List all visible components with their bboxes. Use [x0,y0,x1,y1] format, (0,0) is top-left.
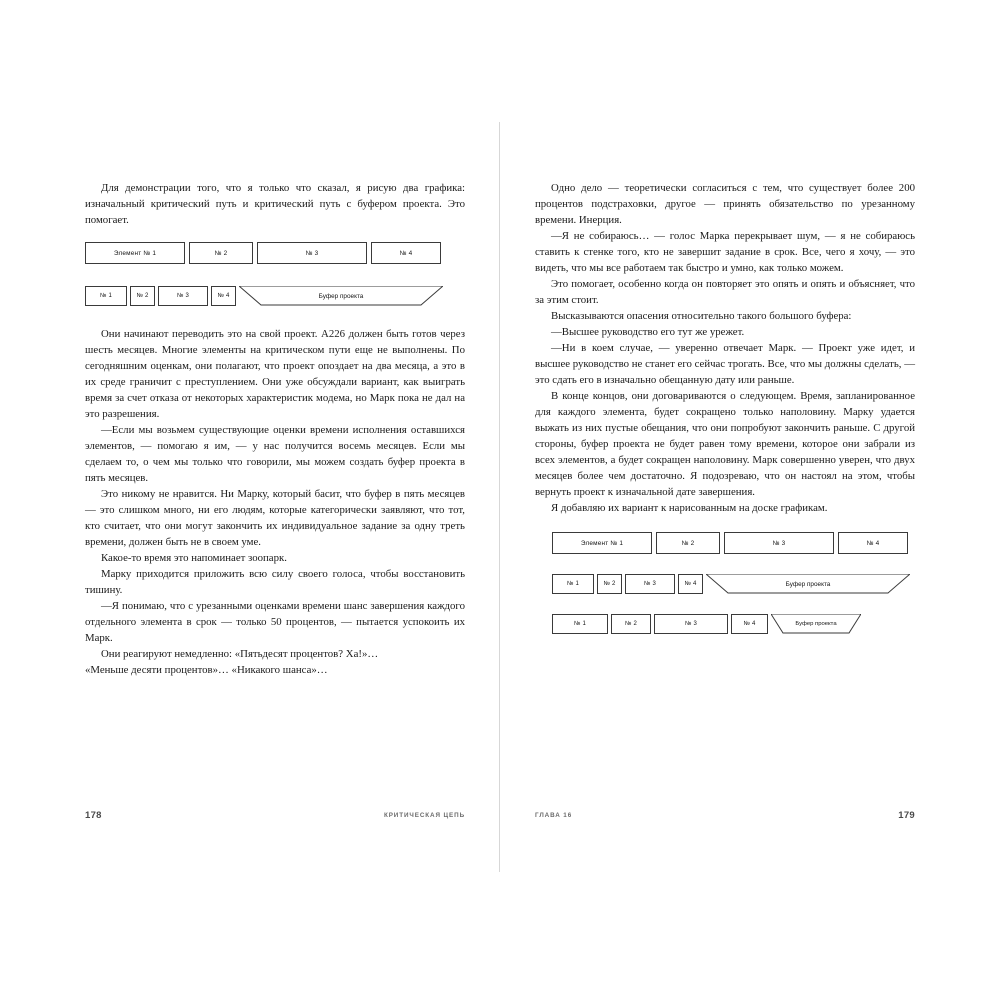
paragraph: —Я не собираюсь… — голос Марка перекрывает шум, — я не собираюсь ставить к стенке того, кто не завершит задание в срок. Все, чего я хочу, — это видеть, что мы все работаем так быстро и умно, как только можем. [535,230,915,274]
paragraph: —Ни в коем случае, — уверенно отвечает Марк. — Проект уже идет, и высшее руководство не станет его сейчас трогать. Все, что мы должны сделать, — это сдать его в изначально обещанную дату или раньше. [535,342,915,386]
diagram-box-element-1 [552,614,608,634]
project-buffer-label: Буфер проекта [785,580,831,588]
page-gutter-divider [499,122,500,872]
right-page [535,180,915,648]
diagram-box-label: Элемент № 1 [580,539,624,547]
paragraph: В конце концов, они договариваются о следующем. Время, запланированное для каждого элемента, будет сокращено только наполовину. Марку удается выжать из них пустые обещания, что они попробуют закончить раньше. С другой стороны, буфер проекта не будет равен тому времени, которое они забрали из всех элементов, а будет сокращен наполовину. Марк совершенно уверен, что двух месяцев более чем достаточно. Я подозреваю, что он настоял на этом, чтобы вернуть проект к изначальной дате завершения. [535,390,915,498]
left-page [85,180,465,678]
paragraph: Это помогает, особенно когда он повторяет это опять и опять и объясняет, что за этим стоит. [535,278,915,306]
diagram-box-label: № 2 [214,249,228,257]
left-page-footer [85,810,465,824]
diagram-box-label: № 4 [399,249,413,257]
right-diagram-original-critical-path [535,532,915,558]
left-page-intro-text [85,180,465,228]
diagram-box-element-4 [371,242,441,264]
paragraph: —Если мы возьмем существующие оценки времени исполнения оставшихся элементов, — помогаю я им, — у нас получится восемь месяцев. Если мы сделаем то, о чем мы только что говорили, мы можем создать буфер проекта в пять месяцев. [85,424,465,484]
right-page-body-text [535,180,915,516]
right-page-footer [535,810,915,824]
project-buffer-label: Буфер проекта [318,292,364,300]
paragraph: Это никому не нравится. Ни Марку, который басит, что буфер в пять месяцев — это слишком много, ни его людям, которые категорически заявляют, что тот, кто считает, что они могут закончить их индивидуальное задание за одну треть времени, должен быть не в своем уме. [85,488,465,548]
page-number: 179 [898,810,915,821]
paragraph: —Я понимаю, что с урезанными оценками времени шанс завершения каждого отдельного элемента в срок — только 50 процентов, — пытается успокоить их Марк. [85,600,465,644]
paragraph: Они начинают переводить это на свой проект. A226 должен быть готов через шесть месяцев. Многие элементы на критическом пути еще не выполнены. По сегодняшним оценкам, они полагают, что проект опоздает на два месяца, а это в их среде граничит с преступлением. Они уже обсуждали вариант, как выиграть время за счет отказа от некоторых характеристик модема, но Марк пока не дал на это разрешения. [85,328,465,420]
left-diagram-with-project-buffer [85,286,465,312]
diagram-box-label: № 3 [643,581,657,587]
running-head: ГЛАВА 16 [535,812,573,819]
diagram-box-element-4 [678,574,703,594]
paragraph: Для демонстрации того, что я только что сказал, я рисую два графика: изначальный критический путь и критический путь с буфером проекта. Это помогает. [85,182,465,226]
paragraph: Они реагируют немедленно: «Пятьдесят процентов? Ха!»… [101,648,379,660]
diagram-box-label: № 2 [624,621,638,627]
diagram-box-label: № 1 [566,581,580,587]
diagram-box-label: № 3 [305,249,319,257]
diagram-box-element-4 [731,614,768,634]
diagram-box-element-2 [189,242,253,264]
diagram-box-element-2 [656,532,720,554]
diagram-project-buffer-trapezoid [771,614,861,634]
left-page-body-text [85,326,465,678]
project-buffer-label: Буфер проекта [795,621,837,627]
paragraph: Марку приходится приложить всю силу своего голоса, чтобы восстановить тишину. [85,568,465,596]
diagram-box-element-3 [257,242,367,264]
diagram-box-label: № 4 [743,621,756,627]
diagram-project-buffer-trapezoid [706,574,910,594]
running-head: КРИТИЧЕСКАЯ ЦЕПЬ [383,812,465,819]
left-diagram-original-critical-path [85,242,465,268]
paragraph: «Меньше десяти процентов»… «Никакого шанса»… [85,664,328,676]
diagram-box-label: № 2 [136,293,149,299]
diagram-box-element-1 [85,242,185,264]
diagram-box-element-3 [654,614,728,634]
diagram-box-element-2 [611,614,651,634]
diagram-box-label: № 2 [681,539,695,547]
diagram-box-label: № 3 [176,293,190,299]
paragraph: Высказываются опасения относительно такого большого буфера: [551,310,852,322]
diagram-box-element-3 [625,574,675,594]
paragraph: Какое-то время это напоминает зоопарк. [101,552,287,564]
diagram-box-element-3 [724,532,834,554]
diagram-box-element-2 [597,574,622,594]
diagram-box-label: № 3 [772,539,786,547]
page-number: 178 [85,810,102,821]
diagram-box-label: № 4 [684,581,697,587]
diagram-box-element-3 [158,286,208,306]
diagram-box-element-1 [85,286,127,306]
right-diagram-agreed-reduced-buffer [535,614,915,640]
diagram-box-label: № 4 [866,539,880,547]
paragraph: —Высшее руководство его тут же урежет. [551,326,745,338]
diagram-box-label: № 1 [573,621,587,627]
paragraph: Одно дело — теоретически согласиться с тем, что существует более 200 процентов подстраховки, другое — принять обязательство по урезанному времени. Инерция. [535,182,915,226]
diagram-box-label: Элемент № 1 [113,249,157,257]
paragraph: Я добавляю их вариант к нарисованным на доске графикам. [551,502,828,514]
diagram-box-element-1 [552,574,594,594]
diagram-project-buffer-trapezoid [239,286,443,306]
diagram-box-element-4 [838,532,908,554]
diagram-box-element-2 [130,286,155,306]
diagram-box-label: № 1 [99,293,113,299]
diagram-box-element-1 [552,532,652,554]
diagram-box-label: № 2 [603,581,616,587]
right-diagram-with-large-project-buffer [535,574,915,600]
diagram-box-element-4 [211,286,236,306]
diagram-box-label: № 3 [684,621,698,627]
diagram-box-label: № 4 [217,293,230,299]
